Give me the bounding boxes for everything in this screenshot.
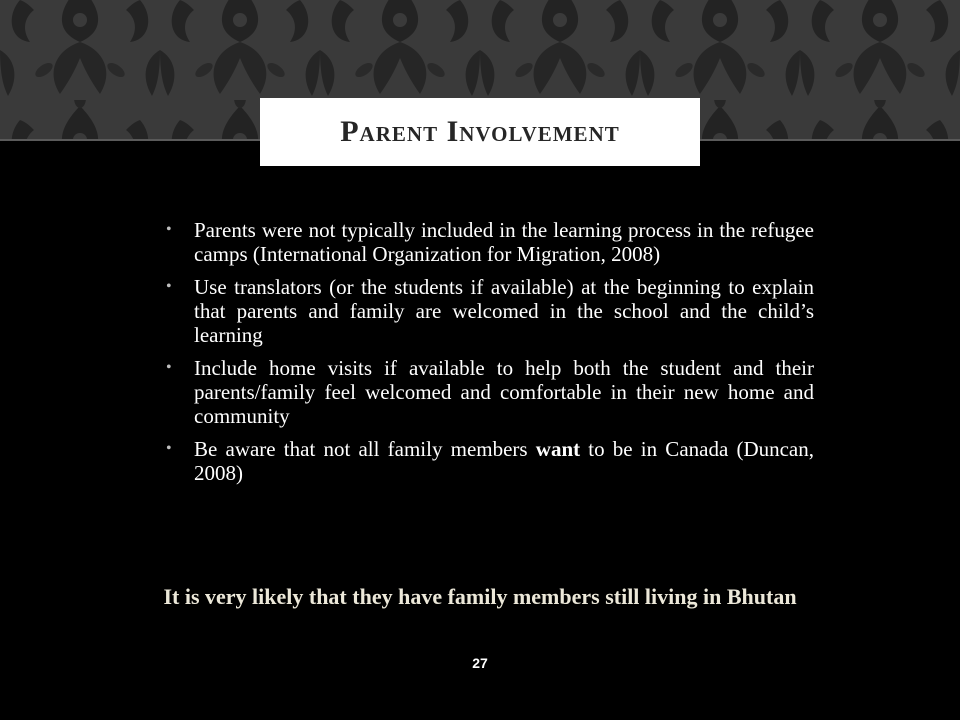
bullet-emphasis: want (535, 437, 581, 461)
bullet-text: Use translators (or the students if available) at the beginning to explain that parents and family are welcomed in the school and the child’s learning (194, 275, 814, 347)
bullet-item (158, 275, 814, 347)
bullet-list (158, 218, 814, 494)
bullet-item (158, 218, 814, 266)
bullet-item (158, 437, 814, 485)
bullet-icon: • (166, 278, 172, 295)
bullet-text-tail: to be in Canada (Duncan, 2008) (194, 437, 815, 485)
bullet-text-lead: Be aware that not all family members (194, 437, 536, 461)
bullet-text (194, 437, 814, 485)
page-number: 27 (472, 655, 488, 671)
slide-title: Parent Involvement (340, 115, 620, 148)
callout-text: It is very likely that they have family members still living in Bhutan (163, 584, 797, 609)
bullet-icon: • (166, 221, 172, 238)
bullet-item (158, 356, 814, 428)
bullet-text: Include home visits if available to help both the student and their parents/family feel welcomed and comfortable in their new home and community (194, 356, 814, 428)
bullet-icon: • (166, 359, 172, 376)
bullet-text: Parents were not typically included in the learning process in the refugee camps (International Organization for Migration, 2008) (194, 218, 814, 266)
title-box (260, 98, 700, 166)
bullet-icon: • (166, 440, 172, 457)
